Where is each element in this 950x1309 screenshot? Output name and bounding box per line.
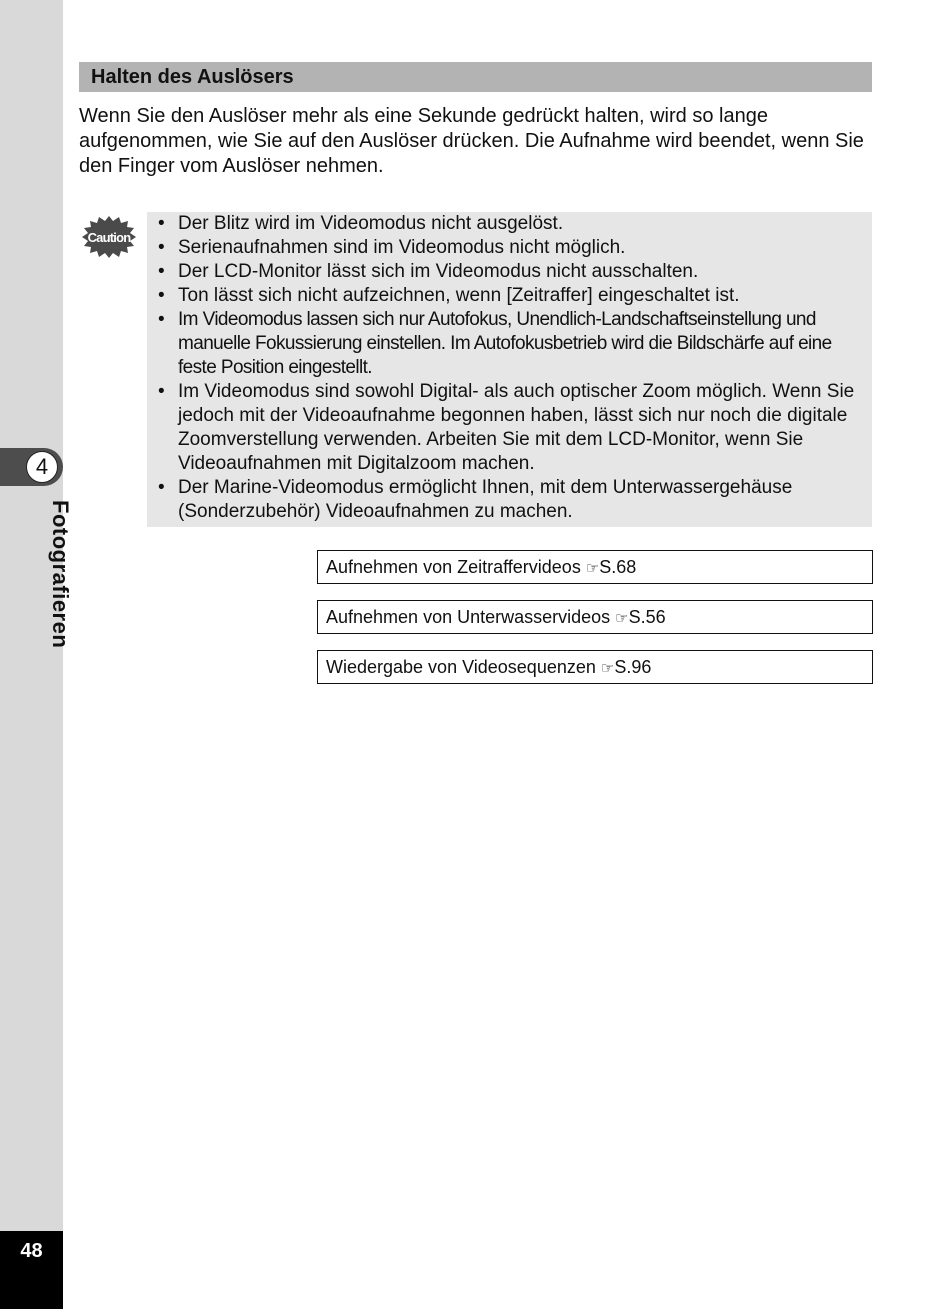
reference-page: S.56: [628, 607, 666, 627]
caution-item: • Im Videomodus sind sowohl Digital- als auch optischer Zoom möglich. Wenn Sie jedoch mit der Videoaufnahme begonnen haben, lässt sich nur noch die digitale Zoomverstellung verwenden. Arbeiten Sie mit dem LCD-Monitor, wenn Sie Videoaufnahmen mit Digitalzoom machen.: [156, 380, 868, 476]
reference-text: [326, 602, 666, 634]
pointing-hand-icon: ☞: [585, 560, 600, 577]
reference-link-zeitraffer[interactable]: [317, 550, 873, 584]
reference-label: Aufnehmen von Zeitraffervideos: [326, 557, 581, 577]
reference-page: S.96: [614, 657, 652, 677]
reference-text: [326, 552, 636, 584]
caution-item: • Im Videomodus lassen sich nur Autofokus, Unendlich-Landschaftseinstellung und manuelle Fokussierung einstellen. Im Autofokusbetrieb wird die Bildschärfe auf eine feste Position eingestellt.: [156, 308, 868, 380]
caution-item: • Ton lässt sich nicht aufzeichnen, wenn [Zeitraffer] eingeschaltet ist.: [156, 284, 868, 308]
chapter-sidebar: [0, 0, 63, 1309]
intro-paragraph: Wenn Sie den Auslöser mehr als eine Sekunde gedrückt halten, wird so lange aufgenommen, wie Sie auf den Auslöser drücken. Die Aufnahme wird beendet, wenn Sie den Finger vom Auslöser nehmen.: [79, 105, 864, 177]
caution-list: [156, 212, 868, 524]
reference-link-wiedergabe[interactable]: [317, 650, 873, 684]
chapter-title: Fotografieren: [48, 500, 73, 649]
reference-label: Wiedergabe von Videosequenzen: [326, 657, 596, 677]
reference-link-unterwasser[interactable]: [317, 600, 873, 634]
reference-page: S.68: [599, 557, 637, 577]
caution-icon-label: Caution: [87, 230, 131, 245]
reference-label: Aufnehmen von Unterwasservideos: [326, 607, 611, 627]
reference-text: [326, 652, 651, 684]
section-title: Halten des Auslösers: [91, 66, 294, 88]
pointing-hand-icon: ☞: [615, 610, 629, 627]
caution-item: • Serienaufnahmen sind im Videomodus nicht möglich.: [156, 236, 868, 260]
chapter-number: 4: [26, 451, 58, 483]
pointing-hand-icon: ☞: [600, 660, 615, 677]
caution-item: • Der Blitz wird im Videomodus nicht ausgelöst.: [156, 212, 868, 236]
caution-item: • Der LCD-Monitor lässt sich im Videomodus nicht ausschalten.: [156, 260, 868, 284]
page-number: 48: [20, 1240, 43, 1262]
caution-icon: [81, 215, 137, 259]
caution-item: • Der Marine-Videomodus ermöglicht Ihnen, mit dem Unterwassergehäuse (Sonderzubehör) Videoaufnahmen zu machen.: [156, 476, 868, 524]
